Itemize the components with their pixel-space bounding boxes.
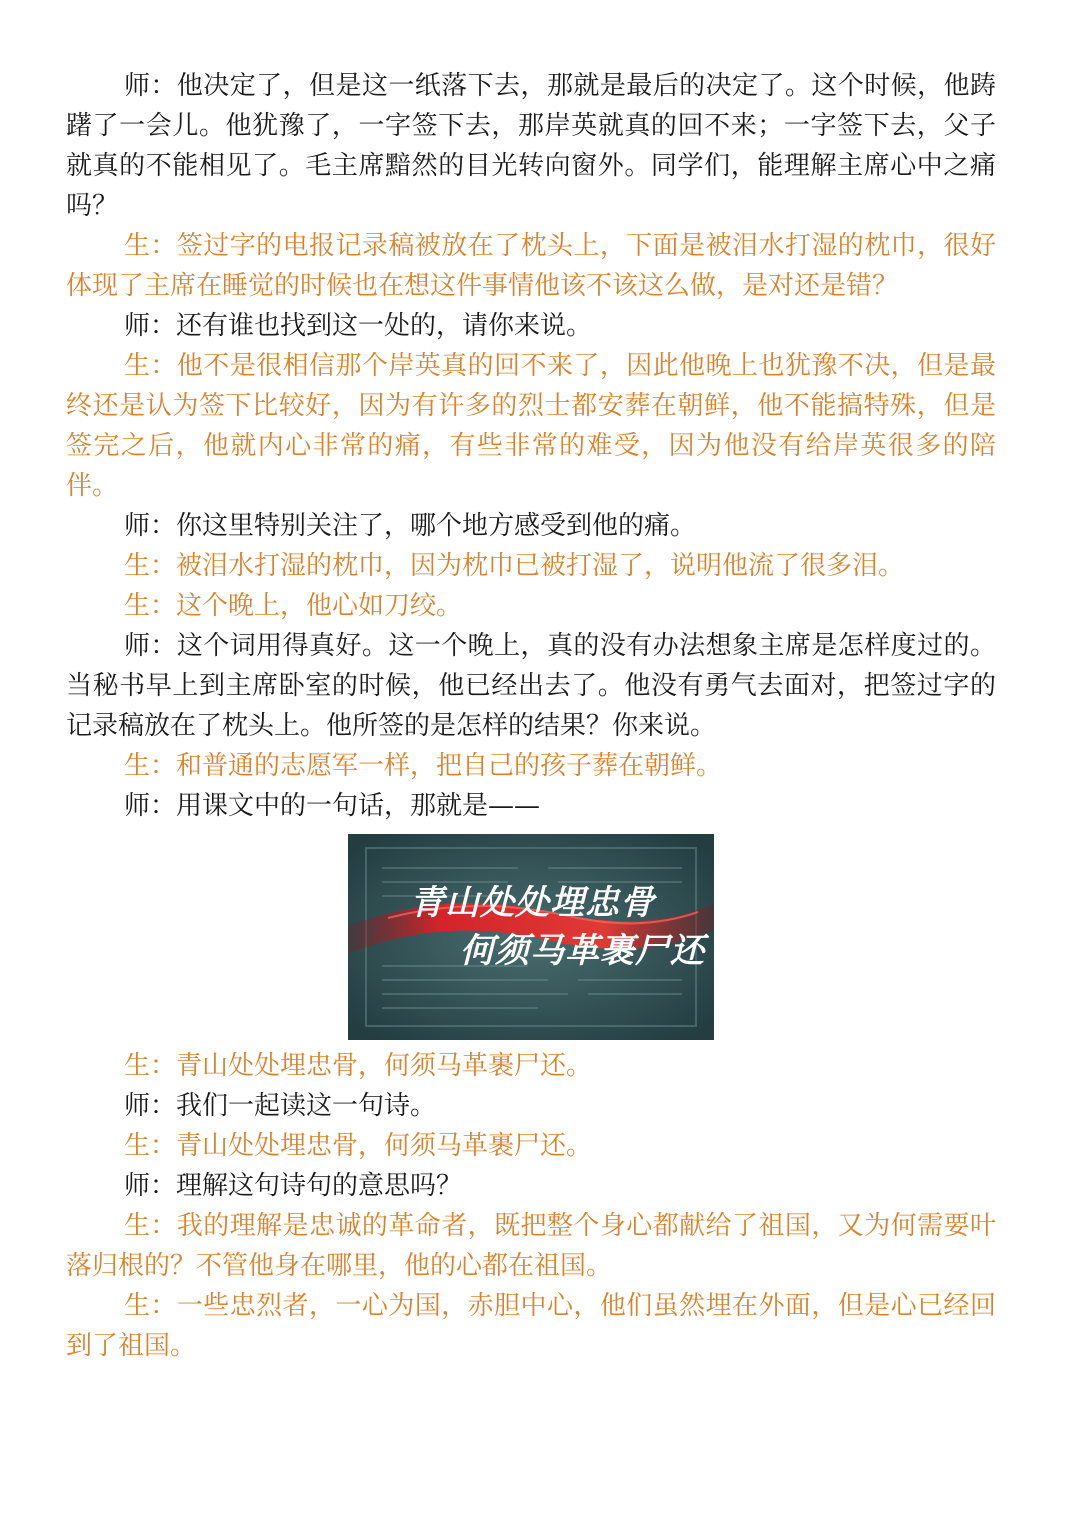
poem-image-art xyxy=(348,834,714,1040)
dialogue-top xyxy=(66,66,996,826)
student-paragraph: 生：被泪水打湿的枕巾，因为枕巾已被打湿了，说明他流了很多泪。 xyxy=(124,551,905,581)
teacher-paragraph: 师：我们一起读这一句诗。 xyxy=(124,1091,437,1121)
student-paragraph: 生：这个晚上，他心如刀绞。 xyxy=(124,591,463,621)
student-paragraph: 生：和普通的志愿军一样，把自己的孩子葬在朝鲜。 xyxy=(124,751,723,781)
poem-line-2: 何须马革裹尸还 xyxy=(460,931,705,971)
student-paragraph: 生：青山处处埋忠骨，何须马革裹尸还。 xyxy=(124,1131,593,1161)
teacher-paragraph: 师：用课文中的一句话，那就是—— xyxy=(124,791,541,821)
student-paragraph: 生：签过字的电报记录稿被放在了枕头上，下面是被泪水打湿的枕巾，很好体现了主席在睡觉的时候也在想这件事情他该不该这么做，是对还是错？ xyxy=(66,231,996,301)
poem-line-1: 青山处处埋忠骨 xyxy=(410,883,655,923)
dialogue-bottom xyxy=(66,1046,996,1366)
teacher-paragraph: 师：他决定了，但是这一纸落下去，那就是最后的决定了。这个时候，他踌躇了一会儿。他犹豫了，一字签下去，那岸英就真的回不来；一字签下去，父子就真的不能相见了。毛主席黯然的目光转向窗外。同学们，能理解主席心中之痛吗？ xyxy=(66,71,996,221)
student-paragraph: 生：他不是很相信那个岸英真的回不来了，因此他晚上也犹豫不决，但是最终还是认为签下比较好，因为有许多的烈士都安葬在朝鲜，他不能搞特殊，但是签完之后，他就内心非常的痛，有些非常的难受，因为他没有给岸英很多的陪伴。 xyxy=(66,351,996,501)
teacher-paragraph: 师：还有谁也找到这一处的，请你来说。 xyxy=(124,311,593,341)
student-paragraph: 生：我的理解是忠诚的革命者，既把整个身心都献给了祖国，又为何需要叶落归根的？不管他身在哪里，他的心都在祖国。 xyxy=(66,1211,996,1281)
teacher-paragraph: 师：这个词用得真好。这一个晚上，真的没有办法想象主席是怎样度过的。当秘书早上到主席卧室的时候，他已经出去了。他没有勇气去面对，把签过字的记录稿放在了枕头上。他所签的是怎样的结果？你来说。 xyxy=(66,631,996,741)
student-paragraph: 生：青山处处埋忠骨，何须马革裹尸还。 xyxy=(124,1051,593,1081)
teacher-paragraph: 师：理解这句诗句的意思吗？ xyxy=(124,1171,463,1201)
poem-image xyxy=(348,834,714,1040)
teacher-paragraph: 师：你这里特别关注了，哪个地方感受到他的痛。 xyxy=(124,511,697,541)
document-page xyxy=(66,66,996,1366)
student-paragraph: 生：一些忠烈者，一心为国，赤胆中心，他们虽然埋在外面，但是心已经回到了祖国。 xyxy=(66,1291,996,1361)
